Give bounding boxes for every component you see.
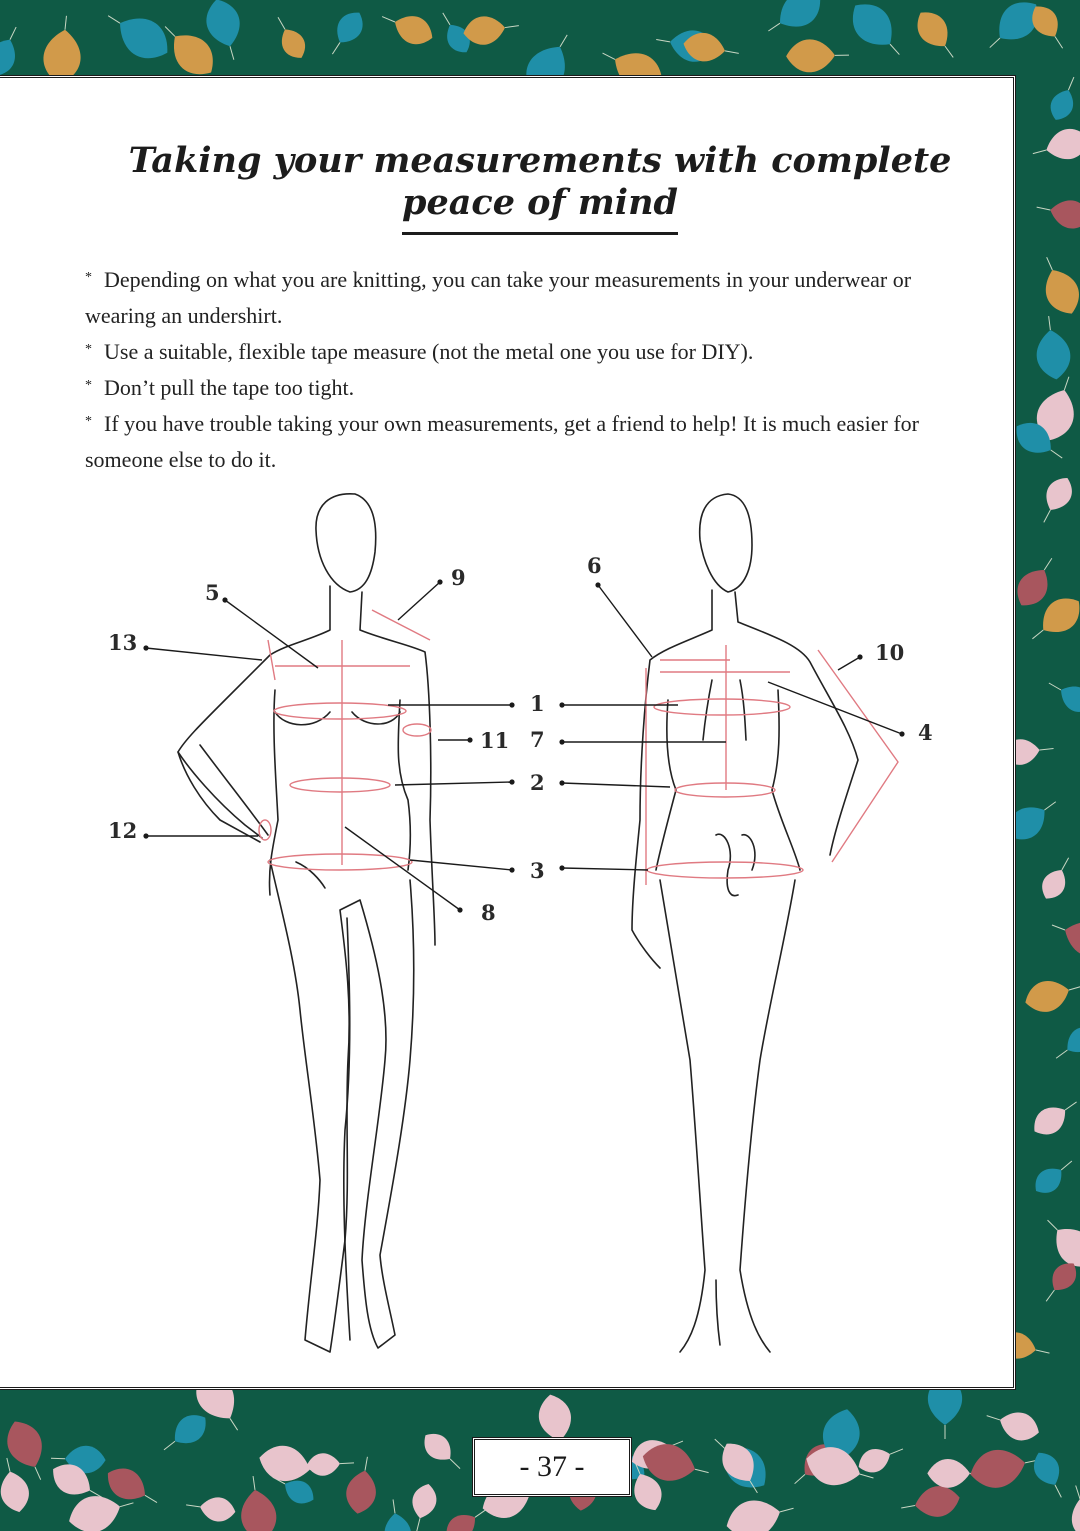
label-12: 12 bbox=[108, 818, 138, 843]
hip-measure-back bbox=[647, 862, 803, 878]
label-10: 10 bbox=[875, 640, 905, 665]
hip-measure-front bbox=[268, 854, 412, 870]
leader-lines bbox=[146, 582, 905, 910]
leader-dots bbox=[143, 579, 904, 912]
tip-item bbox=[85, 370, 985, 406]
waist-measure-front bbox=[290, 778, 390, 792]
label-7: 7 bbox=[530, 727, 545, 752]
measure-lines bbox=[259, 610, 898, 885]
tip-item bbox=[85, 262, 985, 334]
sleeve-length-line bbox=[818, 650, 898, 862]
chest-measure-front bbox=[274, 703, 406, 719]
label-13: 13 bbox=[108, 630, 138, 655]
page-number: - 37 - bbox=[472, 1437, 632, 1497]
tip-item bbox=[85, 406, 985, 478]
label-3: 3 bbox=[530, 858, 545, 883]
page-title bbox=[0, 140, 1080, 235]
label-8: 8 bbox=[481, 900, 496, 925]
neck-measure-line bbox=[372, 610, 430, 640]
tip-item bbox=[85, 334, 985, 370]
label-2: 2 bbox=[530, 770, 545, 795]
tip-text: Depending on what you are knitting, you can take your measurements in your underwear or wearing an undershirt. bbox=[85, 267, 912, 328]
tip-text: Use a suitable, flexible tape measure (not the metal one you use for DIY). bbox=[104, 339, 754, 364]
title-line-1: Taking your measurements with complete bbox=[128, 140, 952, 181]
bullet-star-icon: * bbox=[85, 378, 92, 393]
label-1: 1 bbox=[530, 691, 545, 716]
tips-list bbox=[85, 262, 985, 478]
label-9: 9 bbox=[451, 565, 466, 590]
back-figure-outline bbox=[632, 494, 858, 1352]
bullet-star-icon: * bbox=[85, 270, 92, 285]
tip-text: Don’t pull the tape too tight. bbox=[104, 375, 355, 400]
waist-measure-back bbox=[675, 783, 775, 797]
label-6: 6 bbox=[587, 553, 602, 578]
measurement-diagram bbox=[0, 480, 1016, 1380]
chest-measure-back bbox=[654, 699, 790, 715]
shoulder-slope-line bbox=[268, 640, 275, 680]
tip-text: If you have trouble taking your own measurements, get a friend to help! It is much easier for someone else to do it. bbox=[85, 411, 919, 472]
arm-measure-front bbox=[403, 724, 431, 736]
bullet-star-icon: * bbox=[85, 342, 92, 357]
label-11: 11 bbox=[480, 728, 510, 753]
label-4: 4 bbox=[918, 720, 933, 745]
bullet-star-icon: * bbox=[85, 414, 92, 429]
label-5: 5 bbox=[205, 580, 220, 605]
title-line-2: peace of mind bbox=[402, 182, 678, 235]
